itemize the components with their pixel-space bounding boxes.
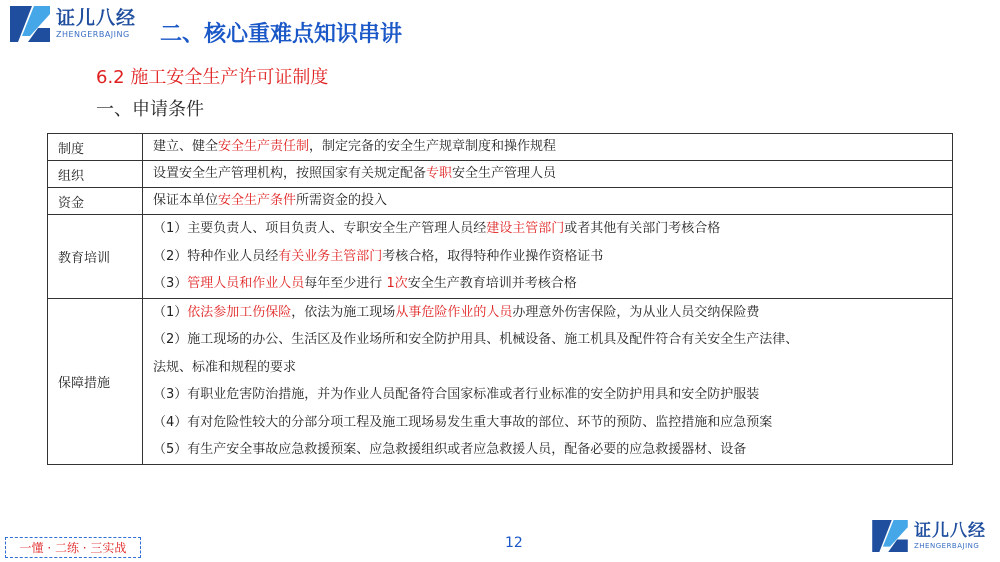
logo-english-text: ZHENGERBAJING	[914, 541, 980, 550]
content-line	[153, 188, 952, 214]
brand-logo	[10, 6, 136, 42]
content-text: （1）	[153, 304, 188, 320]
highlight-text: 安全生产责任制	[218, 139, 310, 154]
row-label: 保障措施	[48, 298, 143, 464]
content-text: 保证本单位	[153, 193, 219, 208]
content-text: （1）主要负责人、项目负责人、专职安全生产管理人员经	[153, 221, 487, 236]
content-text: ，依法为施工现场	[291, 304, 396, 320]
page-title: 二、核心重难点知识串讲	[160, 22, 403, 47]
highlight-text: 建设主管部门	[486, 221, 565, 236]
highlight-text: 安全生产条件	[218, 193, 297, 208]
highlight-text: 从事危险作业的人员	[395, 304, 513, 320]
content-text: （2）施工现场的办公、生活区及作业场所和安全防护用具、机械设备、施工机具及配件符合有关安全生产法律、	[153, 332, 799, 347]
content-line	[153, 299, 952, 327]
highlight-text: 1次	[386, 276, 408, 291]
content-text: 每年至少进行	[304, 276, 387, 291]
section-heading: 一、申请条件	[96, 99, 204, 120]
logo-chinese-text: 证儿八经	[56, 7, 137, 29]
content-text: （2）特种作业人员经	[153, 248, 279, 264]
content-line	[153, 381, 952, 409]
logo-mark-icon	[872, 520, 908, 552]
content-text: 或者其他有关部门考核合格	[564, 221, 721, 236]
table-row	[48, 188, 953, 215]
table-row	[48, 134, 953, 161]
row-content	[143, 188, 953, 215]
logo-chinese-text: 证儿八经	[914, 520, 986, 541]
content-line	[153, 326, 952, 354]
content-text: （5）有生产安全事故应急救援预案、应急救援组织或者应急救援人员，配备必要的应急救援器材、设备	[153, 442, 747, 457]
row-label: 制度	[48, 134, 143, 161]
row-label: 教育培训	[48, 215, 143, 299]
content-text: 建立、健全	[153, 139, 219, 154]
content-text: 所需资金的投入	[296, 193, 388, 208]
highlight-text: 管理人员和作业人员	[187, 276, 305, 291]
content-text: 办理意外伤害保险，为从业人员交纳保险费	[512, 304, 760, 320]
highlight-text: 依法参加工伤保险	[187, 304, 292, 320]
content-line	[153, 215, 952, 243]
content-text: 安全生产管理人员	[452, 166, 557, 181]
content-text: 设置安全生产管理机构，按照国家有关规定配备	[153, 166, 427, 181]
content-line	[153, 354, 952, 382]
brand-logo-footer	[872, 520, 986, 552]
row-label: 组织	[48, 161, 143, 188]
content-text: （3）	[153, 276, 188, 291]
content-text: 考核合格，取得特种作业操作资格证书	[382, 248, 604, 264]
page-number: 12	[505, 535, 523, 551]
section-title: 6.2 施工安全生产许可证制度	[96, 67, 329, 88]
content-line	[153, 134, 952, 160]
content-text: 法规、标准和规程的要求	[153, 359, 297, 375]
content-line	[153, 409, 952, 437]
content-text: （4）有对危险性较大的分部分项工程及施工现场易发生重大事故的部位、环节的预防、监控措施和应急预案	[153, 414, 773, 430]
logo-mark-icon	[10, 6, 50, 42]
content-line	[153, 243, 952, 271]
highlight-text: 有关业务主管部门	[278, 248, 383, 264]
requirements-table	[47, 133, 953, 465]
table-row	[48, 161, 953, 188]
row-content	[143, 215, 953, 299]
content-line	[153, 436, 952, 464]
logo-english-text: ZHENGERBAJING	[56, 30, 130, 39]
content-text: ，制定完备的安全生产规章制度和操作规程	[309, 139, 557, 154]
content-line	[153, 270, 952, 298]
row-label: 资金	[48, 188, 143, 215]
table-row	[48, 215, 953, 299]
slogan-badge: 一懂 · 二练 · 三实战	[5, 537, 141, 558]
content-text: 安全生产教育培训并考核合格	[407, 276, 577, 291]
content-line	[153, 161, 952, 187]
content-text: （3）有职业危害防治措施，并为作业人员配备符合国家标准或者行业标准的安全防护用具和安全防护服装	[153, 387, 760, 402]
row-content	[143, 134, 953, 161]
table-row	[48, 298, 953, 464]
highlight-text: 专职	[426, 166, 453, 181]
row-content	[143, 161, 953, 188]
row-content	[143, 298, 953, 464]
